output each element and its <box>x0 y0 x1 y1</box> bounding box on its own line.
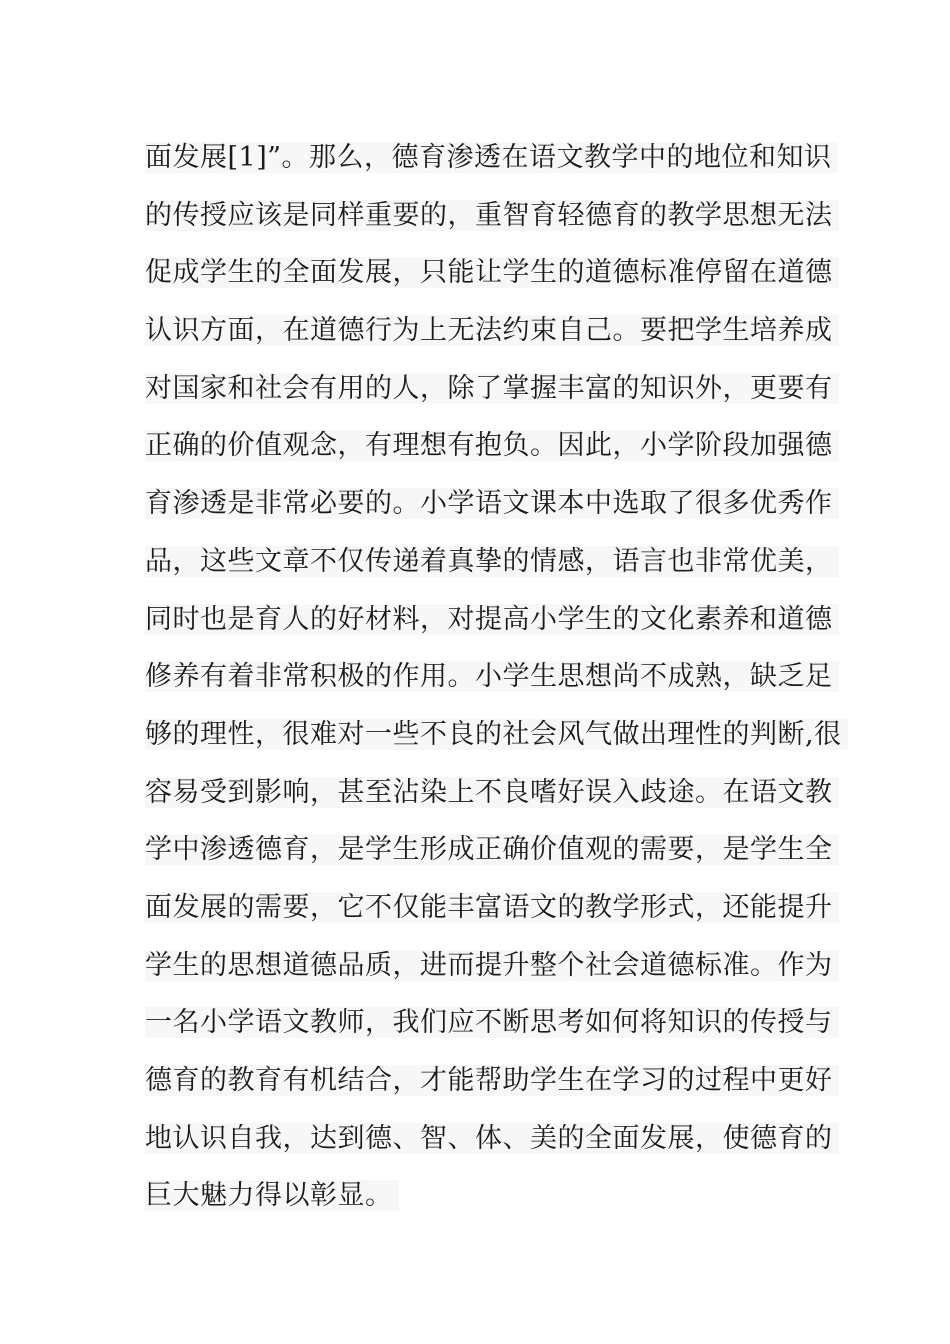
text-line: 面发展的需要，它不仅能丰富语文的教学形式，还能提升 <box>145 888 805 946</box>
text-line: 容易受到影响，甚至沾染上不良嗜好误入歧途。在语文教 <box>145 773 805 831</box>
text-line: 正确的价值观念，有理想有抱负。因此，小学阶段加强德 <box>145 426 805 484</box>
text-line: 同时也是育人的好材料，对提高小学生的文化素养和道德 <box>145 600 805 658</box>
text-line: 够的理性，很难对一些不良的社会风气做出理性的判断,很 <box>145 715 805 773</box>
text-line: 修养有着非常积极的作用。小学生思想尚不成熟，缺乏足 <box>145 657 805 715</box>
text-line: 对国家和社会有用的人，除了掌握丰富的知识外，更要有 <box>145 369 805 427</box>
body-paragraph <box>145 138 842 1234</box>
text-line: 品，这些文章不仅传递着真挚的情感，语言也非常优美， <box>145 542 805 600</box>
text-line: 学生的思想道德品质，进而提升整个社会道德标准。作为 <box>145 946 805 1004</box>
text-line: 巨大魅力得以彰显。 <box>145 1176 805 1234</box>
text-line: 的传授应该是同样重要的，重智育轻德育的教学思想无法 <box>145 196 805 254</box>
text-line: 育渗透是非常必要的。小学语文课本中选取了很多优秀作 <box>145 484 805 542</box>
text-line: 促成学生的全面发展，只能让学生的道德标准停留在道德 <box>145 253 805 311</box>
text-line: 学中渗透德育，是学生形成正确价值观的需要，是学生全 <box>145 830 805 888</box>
text-line: 面发展[1]”。那么，德育渗透在语文教学中的地位和知识 <box>145 138 805 196</box>
text-line: 一名小学语文教师，我们应不断思考如何将知识的传授与 <box>145 1003 805 1061</box>
text-line: 地认识自我，达到德、智、体、美的全面发展，使德育的 <box>145 1119 805 1177</box>
text-line: 德育的教育有机结合，才能帮助学生在学习的过程中更好 <box>145 1061 805 1119</box>
text-line: 认识方面，在道德行为上无法约束自己。要把学生培养成 <box>145 311 805 369</box>
